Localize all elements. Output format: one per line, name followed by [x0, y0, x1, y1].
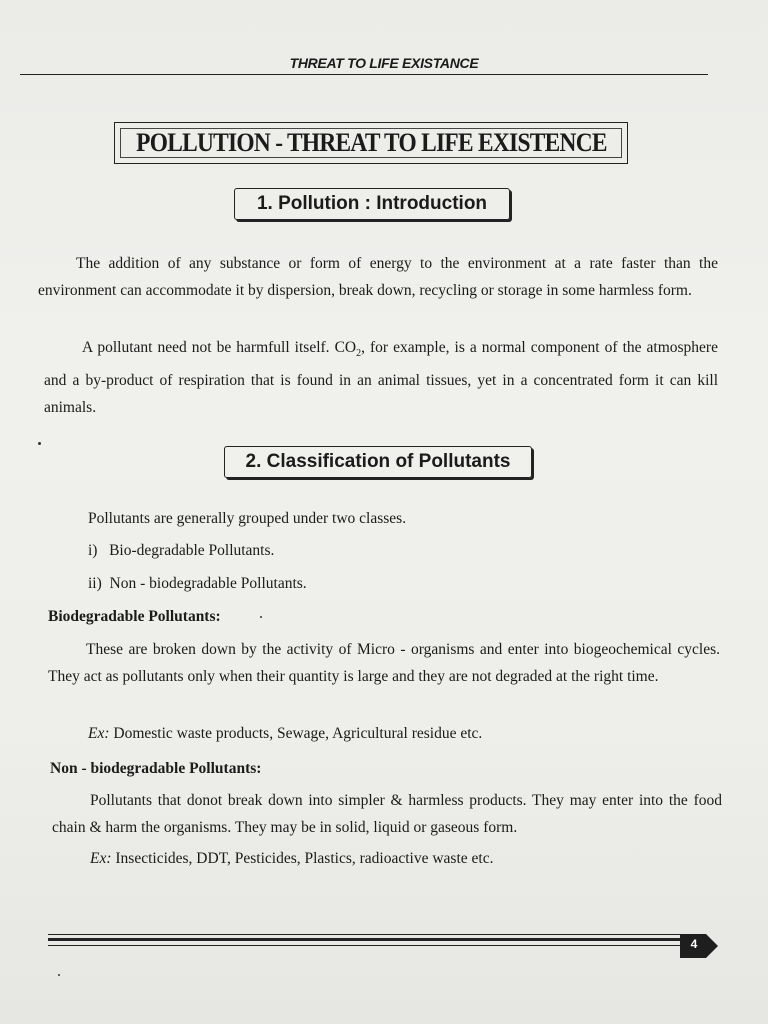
example-text: Domestic waste products, Sewage, Agricultural residue etc. [109, 725, 483, 742]
non-biodegradable-paragraph: Pollutants that donot break down into simpler & harmless products. They may enter into the food chain & harm the organisms. They may be in solid, liquid or gaseous form. [52, 792, 722, 836]
example-text: Insecticides, DDT, Pesticides, Plastics, radioactive waste etc. [111, 850, 494, 867]
main-title-box [114, 122, 628, 164]
running-header: THREAT TO LIFE EXISTANCE [289, 55, 479, 71]
page-number: 4 [690, 937, 698, 951]
classification-intro: Pollutants are generally grouped under two classes. [88, 510, 407, 527]
example-label: Ex: [90, 850, 112, 867]
example-label: Ex: [88, 725, 110, 742]
list-text: Non - biodegradable Pollutants. [109, 575, 307, 592]
speck [260, 616, 262, 618]
list-marker: i) [88, 542, 98, 559]
footer-rule [48, 945, 686, 946]
header-rule [20, 74, 708, 75]
intro-paragraph-1: The addition of any substance or form of energy to the environment at a rate faster than the environment can accommodate it by dispersion, break down, recycling or storage in some harmless form. [38, 255, 718, 299]
list-item [88, 542, 274, 560]
footer-rule [48, 938, 686, 941]
subheading-non-biodegradable: Non - biodegradable Pollutants: [50, 760, 262, 777]
para2-end: , for example, is a normal component of the atmosphere and a by-product of respiration that is found in an animal tissues, yet in a concentrated form it can kill animals. [44, 339, 718, 417]
intro-paragraph-2 [44, 334, 718, 421]
speck [38, 442, 41, 445]
non-biodegradable-example [90, 850, 493, 868]
footer-rule [48, 934, 686, 935]
list-marker: ii) [88, 575, 102, 592]
biodegradable-paragraph: These are broken down by the activity of Micro - organisms and enter into biogeochemical cycles. They act as pollutants only when their quantity is large and they are not degraded at the right time. [48, 641, 720, 685]
section-heading-classification: 2. Classification of Pollutants [224, 446, 532, 478]
subheading-biodegradable: Biodegradable Pollutants: [48, 608, 221, 625]
list-text: Bio-degradable Pollutants. [109, 542, 275, 559]
list-item [88, 575, 307, 593]
speck [58, 974, 60, 976]
main-title: POLLUTION - THREAT TO LIFE EXISTENCE [135, 128, 607, 157]
para2-start: A pollutant need not be harmfull itself. CO [82, 339, 357, 356]
co2-subscript: 2 [356, 348, 362, 360]
biodegradable-example [88, 725, 482, 743]
section-heading-introduction: 1. Pollution : Introduction [234, 188, 510, 220]
